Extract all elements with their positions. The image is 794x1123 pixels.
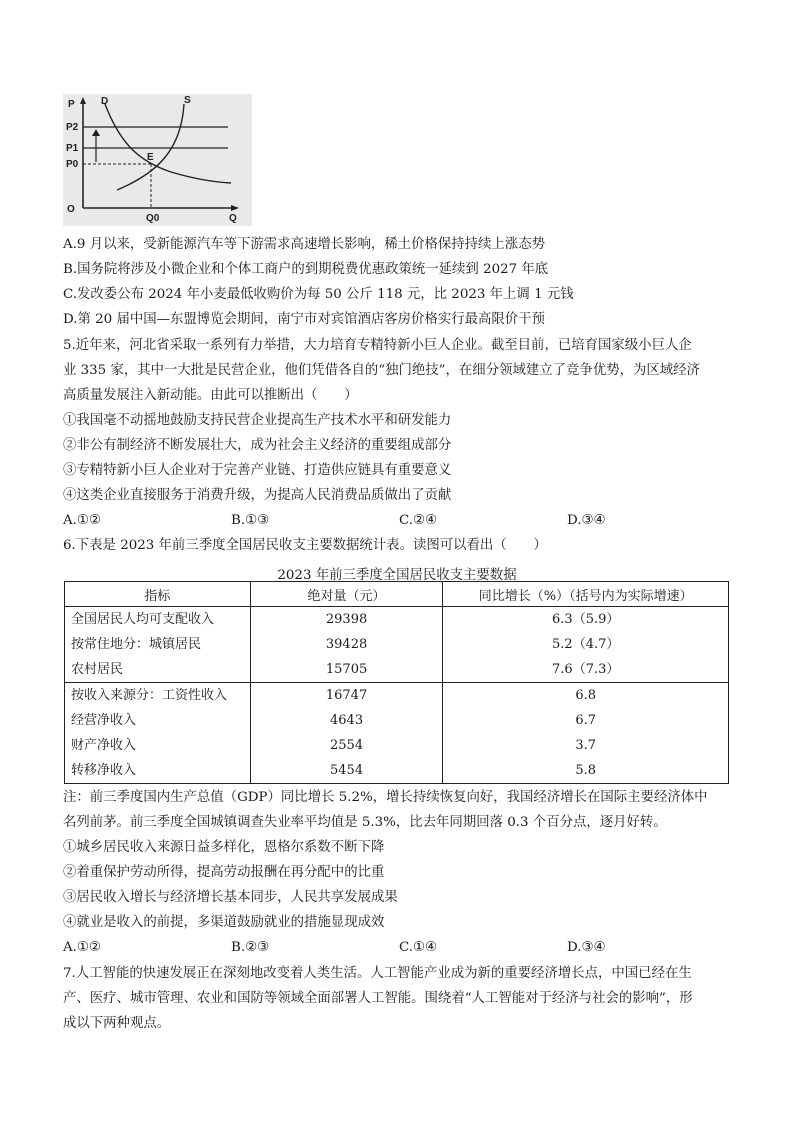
q5-statement-4: ④这类企业直接服务于消费升级，为提高人民消费品质做出了贡献 — [63, 488, 452, 503]
q7-stem-line-2: 产、医疗、城市管理、农业和国防等领域全面部署人工智能。围绕着“人工智能对于经济与社会的影响”，形 — [63, 991, 693, 1006]
q5-choice-d: D.③④ — [567, 513, 606, 528]
label-p: P — [68, 99, 75, 110]
row-label: 经营净收入 — [71, 713, 137, 728]
row-growth: 6.8 — [575, 688, 597, 703]
supply-curve — [117, 104, 184, 190]
row-label: 农村居民 — [71, 662, 124, 677]
row-growth: 5.8 — [575, 763, 597, 778]
q6-stem: 6.下表是 2023 年前三季度全国居民收支主要数据统计表。读图可以看出（ ） — [63, 538, 547, 553]
label-e: E — [147, 152, 154, 163]
demand-curve — [105, 104, 231, 183]
header-growth: 同比增长（%）（括号内为实际增速） — [443, 582, 729, 607]
table-group-source — [65, 683, 729, 784]
q6-choice-d: D.③④ — [567, 940, 606, 955]
label-p2: P2 — [66, 122, 79, 133]
y-axis-arrow-icon — [80, 97, 86, 104]
q5-choice-b: B.①③ — [231, 513, 270, 528]
row-label: 全国居民人均可支配收入 — [71, 612, 215, 627]
q4-option-b: B.国务院将涉及小微企业和个体工商户的到期税费优惠政策统一延续到 2027 年底 — [63, 262, 549, 277]
row-value: 5454 — [330, 763, 364, 778]
row-value: 29398 — [325, 612, 368, 627]
row-label: 按收入来源分：工资性收入 — [71, 688, 228, 703]
q6-note-line-2: 名列前茅。前三季度全国城镇调查失业率平均值是 5.3%，比去年同期回落 0.3 个百分点，逐月好转。 — [63, 815, 667, 830]
q4-option-c: C.发改委公布 2024 年小麦最低收购价为每 50 公斤 118 元，比 2023 年上调 1 元钱 — [63, 287, 574, 302]
q6-statement-1: ①城乡居民收入来源日益多样化，恩格尔系数不断下降 — [63, 840, 385, 855]
row-growth: 6.7 — [575, 713, 597, 728]
q5-statement-2: ②非公有制经济不断发展壮大，成为社会主义经济的重要组成部分 — [63, 438, 452, 453]
label-q0: Q0 — [146, 213, 160, 224]
q5-stem-line-1: 5.近年来，河北省采取一系列有力举措，大力培育专精特新小巨人企业。截至目前，已培育国家级小巨人企 — [63, 338, 692, 353]
q6-choice-c: C.①④ — [399, 940, 438, 955]
label-q: Q — [229, 213, 237, 224]
q5-statement-1: ①我国毫不动摇地鼓励支持民营企业提高生产技术水平和研发能力 — [63, 413, 452, 428]
q6-note-line-1: 注：前三季度国内生产总值（GDP）同比增长 5.2%，增长持续恢复向好，我国经济增长在国际主要经济体中 — [63, 790, 708, 805]
q6-choice-b: B.②③ — [231, 940, 270, 955]
q5-choice-c: C.②④ — [399, 513, 438, 528]
header-absolute: 绝对量（元） — [250, 582, 443, 607]
q5-stem-line-3: 高质量发展注入新动能。由此可以推断出（ ） — [63, 388, 358, 403]
row-value: 2554 — [330, 738, 364, 753]
row-growth: 6.3（5.9） — [552, 612, 620, 627]
up-arrow-icon — [92, 129, 100, 136]
q6-statement-3: ③居民收入增长与经济增长基本同步，人民共享发展成果 — [63, 890, 398, 905]
header-indicator: 指标 — [65, 582, 251, 607]
q7-stem-line-3: 成以下两种观点。 — [63, 1016, 171, 1031]
table-header-row — [65, 582, 729, 607]
label-o: O — [67, 204, 75, 215]
row-label: 财产净收入 — [71, 738, 137, 753]
income-statistics-table — [64, 581, 729, 784]
q4-option-a: A.9 月以来，受新能源汽车等下游需求高速增长影响，稀土价格保持持续上涨态势 — [63, 237, 545, 252]
label-d: D — [101, 96, 109, 107]
row-growth: 3.7 — [575, 738, 597, 753]
q5-stem-line-2: 业 335 家，其中一大批是民营企业，他们凭借各自的“独门绝技”，在细分领域建立了竞争优势，为区域经济 — [63, 363, 700, 378]
q7-stem-line-1: 7.人工智能的快速发展正在深刻地改变着人类生活。人工智能产业成为新的重要经济增长点，中国已经在生 — [63, 966, 692, 981]
label-p1: P1 — [66, 143, 79, 154]
q6-choice-a: A.①② — [63, 940, 101, 955]
row-label: 转移净收入 — [71, 763, 137, 778]
q5-choice-a: A.①② — [63, 513, 101, 528]
row-growth: 7.6（7.3） — [552, 662, 620, 677]
table-title: 2023 年前三季度全国居民收支主要数据 — [277, 568, 517, 583]
x-axis-arrow-icon — [231, 205, 239, 211]
row-value: 39428 — [325, 637, 368, 652]
q4-option-d: D.第 20 届中国—东盟博览会期间，南宁市对宾馆酒店客房价格实行最高限价干预 — [63, 312, 545, 327]
row-value: 15705 — [325, 662, 368, 677]
row-value: 16747 — [325, 688, 368, 703]
supply-demand-graph — [63, 94, 252, 226]
row-value: 4643 — [330, 713, 364, 728]
row-growth: 5.2（4.7） — [552, 637, 620, 652]
q6-statement-4: ④就业是收入的前提，多渠道鼓励就业的措施显现成效 — [63, 915, 385, 930]
row-label: 按常住地分：城镇居民 — [71, 637, 202, 652]
q5-statement-3: ③专精特新小巨人企业对于完善产业链、打造供应链具有重要意义 — [63, 463, 452, 478]
q6-statement-2: ②着重保护劳动所得，提高劳动报酬在再分配中的比重 — [63, 865, 385, 880]
label-s: S — [184, 95, 191, 106]
label-p0: P0 — [66, 159, 79, 170]
supply-demand-figure — [63, 94, 252, 226]
table-group-residence — [65, 607, 729, 683]
